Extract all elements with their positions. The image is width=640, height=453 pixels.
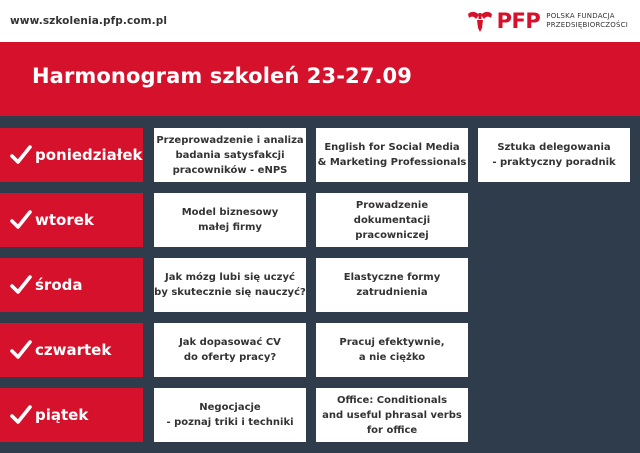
training-title: Jak mózg lubi się uczyć by skutecznie się nauczyć? (154, 272, 306, 298)
schedule-row (0, 323, 640, 377)
pfp-logo (465, 8, 628, 34)
training-card[interactable] (478, 128, 630, 182)
checkmark-icon (10, 274, 32, 296)
training-card[interactable] (316, 193, 468, 247)
training-title: Office: Conditionals and useful phrasal verbs for office (322, 394, 462, 436)
day-label-box (0, 388, 143, 442)
training-card[interactable] (316, 323, 468, 377)
training-card[interactable] (316, 128, 468, 182)
day-label-box (0, 258, 143, 312)
training-title: Negocjacje - poznaj triki i techniki (166, 402, 294, 428)
schedule-row (0, 128, 640, 182)
day-name: wtorek (35, 211, 94, 229)
day-label-box (0, 323, 143, 377)
training-card[interactable] (154, 323, 306, 377)
logo-subtitle-line2: PRZEDSIĘBIORCZOŚCI (546, 21, 628, 29)
top-bar (0, 0, 640, 42)
training-card[interactable] (154, 388, 306, 442)
checkmark-icon (10, 339, 32, 361)
schedule-row (0, 193, 640, 247)
training-title: English for Social Media & Marketing Professionals (317, 142, 467, 168)
training-title: Elastyczne formy zatrudnienia (343, 272, 441, 298)
checkmark-icon (10, 404, 32, 426)
logo-subtitle-line1: POLSKA FUNDACJA (546, 11, 615, 20)
checkmark-icon (10, 209, 32, 231)
logo-subtitle (546, 12, 628, 31)
schedule-grid (0, 116, 640, 453)
training-title: Przeprowadzenie i analiza badania satysfakcji pracowników - eNPS (156, 134, 304, 176)
training-title: Model biznesowy małej firmy (181, 207, 279, 233)
training-title: Pracuj efektywnie, a nie ciężko (339, 337, 445, 363)
checkmark-icon (10, 144, 32, 166)
training-title: Jak dopasować CV do oferty pracy? (179, 337, 281, 363)
day-name: środa (35, 276, 83, 294)
training-card[interactable] (316, 388, 468, 442)
day-label-box (0, 193, 143, 247)
schedule-row (0, 258, 640, 312)
pfp-emblem-icon (465, 8, 495, 34)
training-card[interactable] (154, 258, 306, 312)
page-title: Harmonogram szkoleń 23-27.09 (32, 64, 412, 88)
day-name: piątek (35, 406, 89, 424)
day-label-box (0, 128, 143, 182)
training-card[interactable] (154, 193, 306, 247)
logo-wordmark: PFP (496, 9, 541, 33)
schedule-row (0, 388, 640, 442)
training-card[interactable] (154, 128, 306, 182)
day-name: poniedziałek (35, 146, 143, 164)
website-url[interactable]: www.szkolenia.pfp.com.pl (10, 15, 168, 27)
training-title: Prowadzenie dokumentacji pracowniczej (353, 199, 431, 241)
training-card[interactable] (316, 258, 468, 312)
title-banner (0, 42, 640, 116)
training-title: Sztuka delegowania - praktyczny poradnik (492, 142, 616, 168)
day-name: czwartek (35, 341, 112, 359)
